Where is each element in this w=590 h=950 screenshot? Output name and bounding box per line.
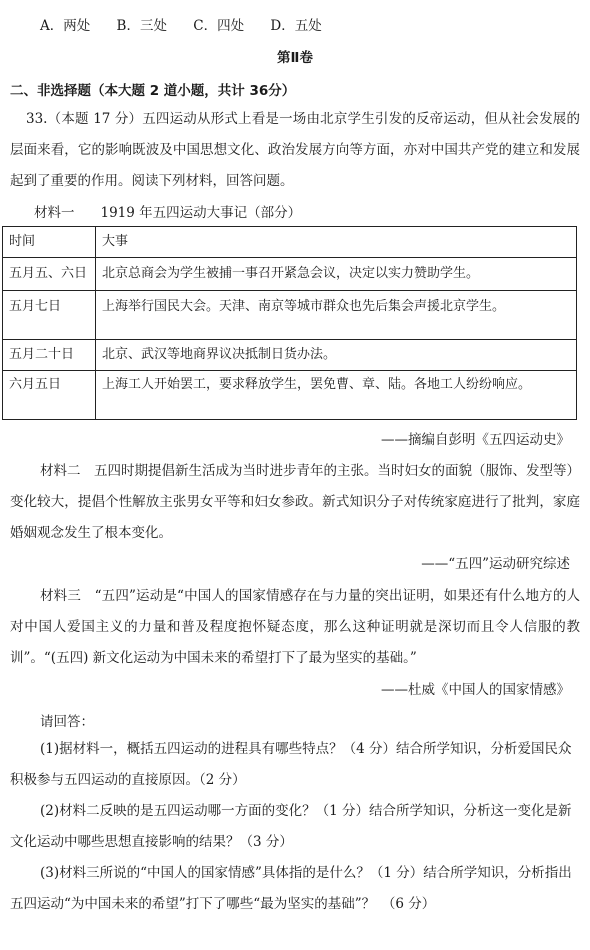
table-header-row [3, 227, 577, 258]
part-heading: 二、非选择题（本大题 2 道小题，共计 36分） [10, 83, 296, 99]
material3-source: ——杜威《中国人的国家情感》 [381, 682, 570, 698]
events-table [2, 226, 577, 420]
cell-event: 北京总商会为学生被捕一事召开紧急会议，决定以实力赞助学生。 [96, 258, 577, 291]
section-title: 第Ⅱ卷 [277, 50, 313, 66]
material2-source: ——“五四”运动研究综述 [421, 556, 570, 572]
option-a: A．两处 [40, 18, 91, 34]
question-intro: 33.（本题 17 分）五四运动从形式上看是一场由北京学生引发的反帝运动，但从社会发展的层面来看，它的影响既波及中国思想文化、政治发展方向等方面，亦对中国共产党的建立和发展起到了重要的作用。阅读下列材料，回答问题。 [10, 111, 580, 189]
material1-label: 材料一 [34, 205, 75, 221]
material1-heading [34, 201, 301, 221]
table-row [3, 371, 577, 420]
cell-event: 上海工人开始罢工，要求释放学生，罢免曹、章、陆。各地工人纷纷响应。 [96, 371, 577, 420]
answer-prompt: 请回答： [40, 714, 94, 730]
material1-source: ——摘编自彭明《五四运动史》 [381, 432, 570, 448]
sub-question-2: (2)材料二反映的是五四运动哪一方面的变化？（1 分）结合所学知识，分析这一变化是新文化运动中哪些思想直接影响的结果？（3 分） [10, 803, 572, 850]
sub-question-1: (1)据材料一，概括五四运动的进程具有哪些特点？（4 分）结合所学知识，分析爱国民众积极参与五四运动的直接原因。（2 分） [10, 741, 572, 788]
answer-options [40, 14, 344, 34]
column-header-time: 时间 [3, 227, 96, 258]
sub-question-3: (3)材料三所说的“中国人的国家情感”具体指的是什么？（1 分）结合所学知识，分析指出五四运动“为中国未来的希望”打下了哪些“最为坚实的基础”？ （6 分） [10, 865, 572, 912]
material1-title: 1919 年五四运动大事记（部分） [100, 205, 302, 221]
table-row [3, 291, 577, 340]
material2-text: 材料二 五四时期提倡新生活成为当时进步青年的主张。当时妇女的面貌（服饰、发型等）变化较大，提倡个性解放主张男女平等和妇女参政。新式知识分子对传统家庭进行了批判，家庭婚姻观念发生了根本变化。 [10, 463, 580, 541]
cell-event: 上海举行国民大会。天津、南京等城市群众也先后集会声援北京学生。 [96, 291, 577, 340]
cell-time: 五月五、六日 [3, 258, 96, 291]
table-row [3, 340, 577, 371]
material3-text: 材料三 “五四”运动是“中国人的国家情感存在与力量的突出证明，如果还有什么地方的人对中国人爱国主义的力量和普及程度抱怀疑态度，那么这种证明就是深切而且令人信服的教训”。“(五四) 新文化运动为中国未来的希望打下了最为坚实的基础。” [10, 588, 580, 666]
cell-time: 六月五日 [3, 371, 96, 420]
cell-event: 北京、武汉等地商界议决抵制日货办法。 [96, 340, 577, 371]
table-row [3, 258, 577, 291]
cell-time: 五月七日 [3, 291, 96, 340]
option-c: C．四处 [193, 18, 245, 34]
option-b: B．三处 [116, 18, 167, 34]
column-header-event: 大事 [96, 227, 577, 258]
option-d: D．五处 [270, 18, 322, 34]
cell-time: 五月二十日 [3, 340, 96, 371]
